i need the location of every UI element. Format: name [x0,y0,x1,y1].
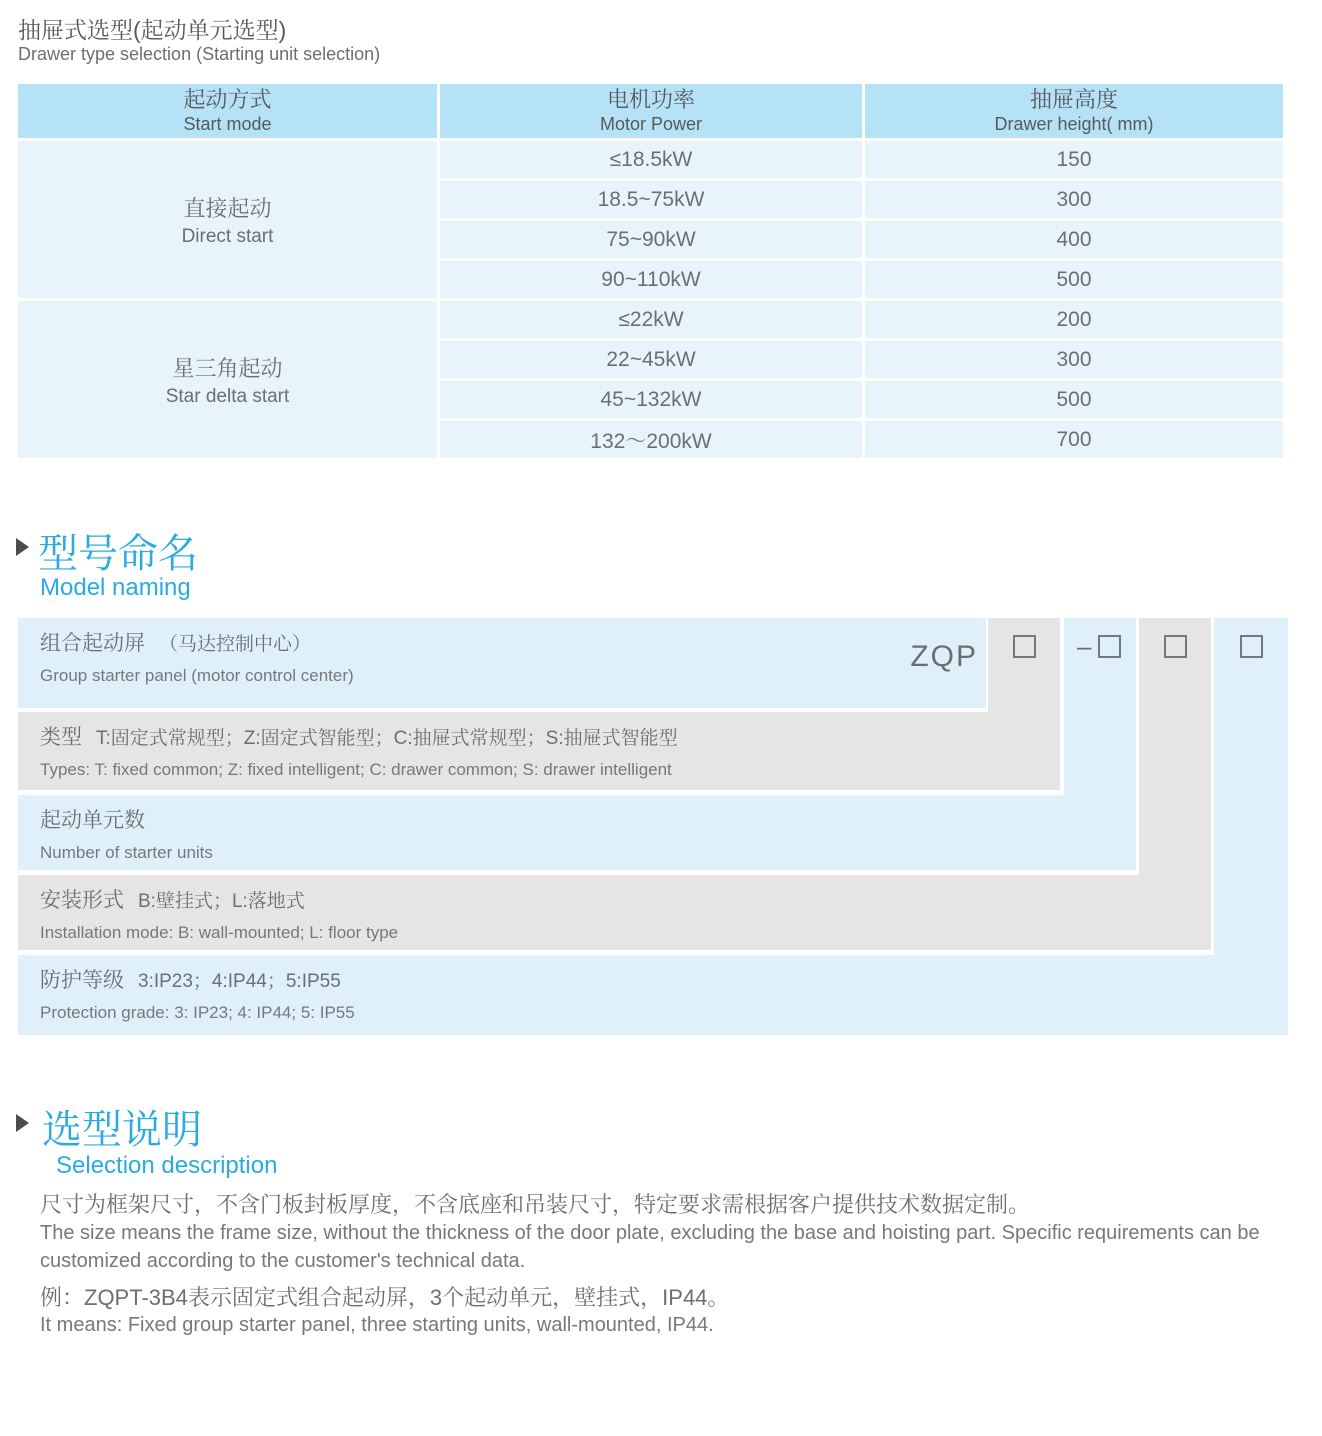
column-header-cn: 抽屉高度 [1029,87,1118,112]
table-cell-power: 22~45kW [440,341,862,378]
table-cell-power: ≤22kW [440,301,862,338]
table-cell-power: 18.5~75kW [440,181,862,218]
section-title-cn: 型号命名 [38,532,198,576]
table-cell-power: 90~110kW [440,261,862,298]
mode-label-en: Direct start [181,225,274,247]
table-cell-height: 700 [865,421,1283,458]
naming-row-label: 起动单元数 [40,809,145,832]
model-naming-diagram [18,618,1288,1035]
naming-row-detail: 3:IP23；4:IP44；5:IP55 [138,971,341,992]
naming-row-label: 类型 [40,726,82,749]
code-placeholder-box [1240,635,1263,658]
naming-row-cn [40,632,986,657]
drawer-selection-table [18,84,1283,458]
naming-row-starter-units [18,795,1136,870]
arrow-right-icon [16,538,29,556]
start-mode-column [18,141,437,458]
description-line: customized according to the customer's technical data. [40,1250,526,1272]
naming-row-label: 组合起动屏 [40,632,145,655]
table-cell-height: 300 [865,341,1283,378]
table-body [18,141,1283,458]
mode-label-en: Star delta start [165,385,290,407]
mode-label-cn: 直接起动 [183,195,272,221]
naming-row-detail: B:壁挂式；L:落地式 [138,891,305,912]
drawer-height-column [865,141,1283,458]
table-cell-height: 150 [865,141,1283,178]
column-header-en: Motor Power [599,114,703,134]
naming-row-cn [40,809,1136,834]
naming-row-label: 防护等级 [40,969,124,992]
page-title-cn: 抽屉式选型(起动单元选型) [18,17,287,43]
model-code-prefix: ZQP [910,640,978,673]
merged-cell-star-delta-start [18,301,437,458]
column-header-cn: 电机功率 [606,87,695,112]
description-line: The size means the frame size, without the thickness of the door plate, excluding the base and hoisting part. Specific requirements can be [40,1222,1260,1244]
naming-row-detail: （马达控制中心） [159,634,312,655]
dash-separator: – [1077,631,1092,661]
arrow-right-icon [16,1114,29,1132]
naming-row-cn [40,726,1060,751]
column-header-drawer-height [865,84,1283,138]
column-header-en: Start mode [183,114,272,134]
table-cell-power: 75~90kW [440,221,862,258]
table-cell-power: 132～200kW [440,421,862,458]
naming-row-en: Group starter panel (motor control center) [40,666,354,685]
naming-row-group-starter-panel [18,618,986,708]
code-placeholder-box [1098,635,1121,658]
code-placeholder-box [1013,635,1036,658]
table-header-row [18,84,1283,138]
description-line: 尺寸为框架尺寸，不含门板封板厚度，不含底座和吊装尺寸，特定要求需根据客户提供技术数据定制。 [40,1192,1031,1217]
naming-row-cn [40,969,1288,994]
table-cell-power: 45~132kW [440,381,862,418]
code-placeholder-box [1164,635,1187,658]
table-cell-power: ≤18.5kW [440,141,862,178]
table-cell-height: 500 [865,261,1283,298]
section-title-en: Model naming [40,574,191,601]
column-header-motor-power [440,84,862,138]
mode-label-cn: 星三角起动 [172,355,283,381]
naming-row-label: 安装形式 [40,889,124,912]
description-line: It means: Fixed group starter panel, three starting units, wall-mounted, IP44. [40,1314,714,1336]
description-line: 例：ZQPT-3B4表示固定式组合起动屏，3个起动单元，壁挂式，IP44。 [40,1285,730,1310]
naming-row-en: Protection grade: 3: IP23; 4: IP44; 5: IP55 [40,1003,355,1022]
table-cell-height: 200 [865,301,1283,338]
naming-row-installation-mode [18,875,1211,950]
table-cell-height: 400 [865,221,1283,258]
naming-row-detail: T:固定式常规型；Z:固定式智能型；C:抽屉式常规型；S:抽屉式智能型 [96,728,678,749]
motor-power-column [440,141,862,458]
page-title-en: Drawer type selection (Starting unit selection) [18,44,381,64]
naming-row-cn [40,889,1211,914]
table-cell-height: 300 [865,181,1283,218]
merged-cell-direct-start [18,141,437,298]
column-header-en: Drawer height( mm) [994,114,1154,134]
naming-row-en: Installation mode: B: wall-mounted; L: floor type [40,923,399,942]
column-header-cn: 起动方式 [183,87,272,112]
table-cell-height: 500 [865,381,1283,418]
naming-row-protection-grade [18,955,1288,1035]
column-header-start-mode [18,84,437,138]
section-title-en: Selection description [56,1152,278,1179]
naming-row-en: Number of starter units [40,843,213,862]
naming-row-en: Types: T: fixed common; Z: fixed intelligent; C: drawer common; S: drawer intelligent [40,760,672,779]
naming-row-type [18,712,1060,790]
section-title-cn: 选型说明 [42,1108,202,1152]
